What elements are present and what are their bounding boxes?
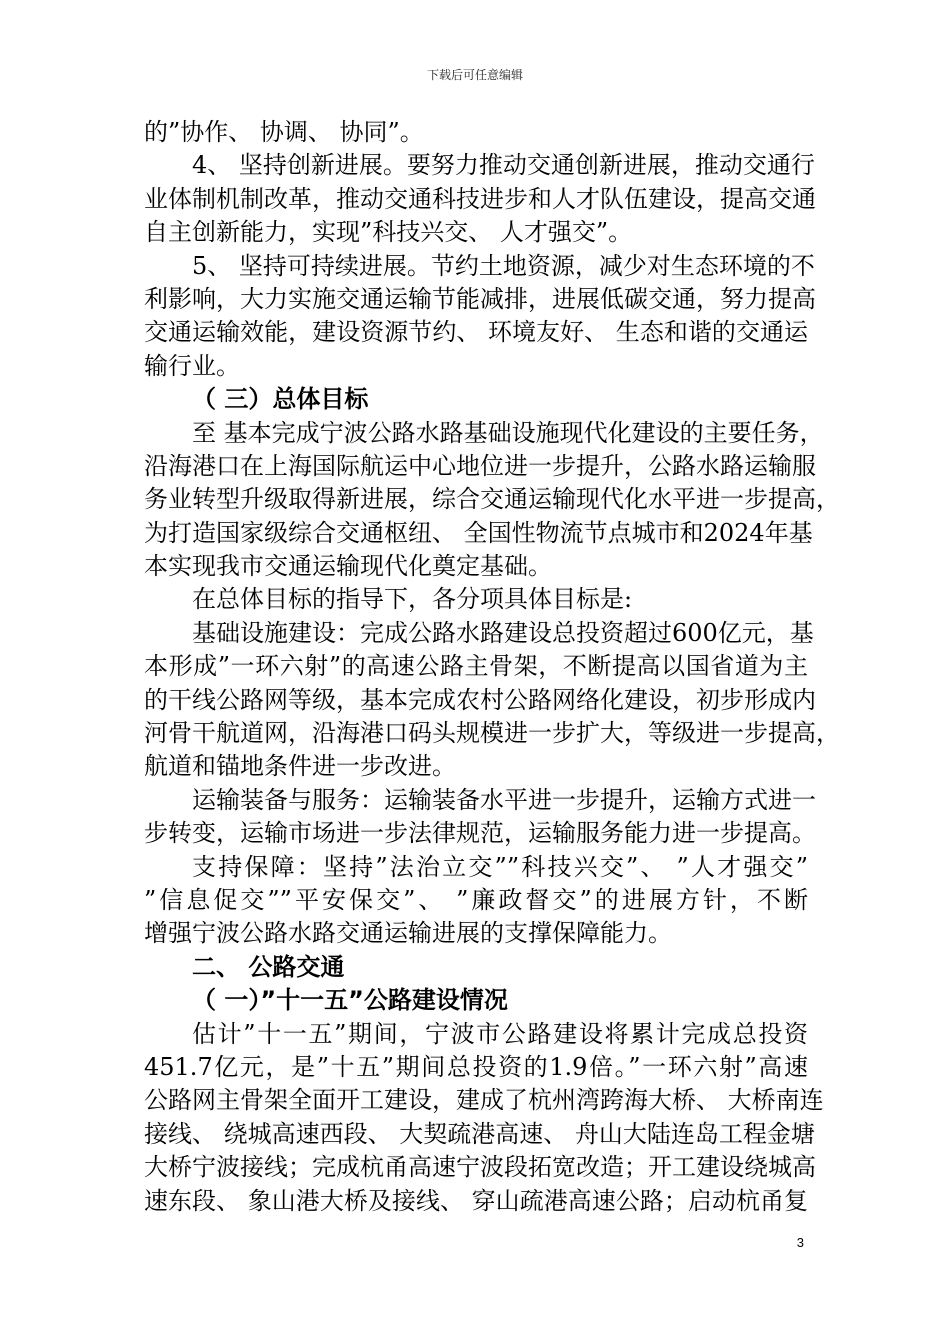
text-line: 451.7亿元，是”十五”期间总投资的1.9倍。”一环六射”高速 (144, 1052, 808, 1081)
section-heading: （ 三）总体目标 (192, 385, 369, 414)
text-line: 为打造国家级综合交通枢纽、 全国性物流节点城市和2024年基 (144, 518, 813, 547)
text-line: 在总体目标的指导下，各分项具体目标是: (192, 585, 633, 614)
text-line: ”信息促交””平安保交”、 ”廉政督交”的进展方针，不断 (144, 885, 808, 914)
text-line: 航道和锚地条件进一步改进。 (144, 752, 456, 781)
document-body (144, 116, 840, 1218)
text-line: 公路网主骨架全面开工建设，建成了杭州湾跨海大桥、 大桥南连 (144, 1086, 824, 1115)
text-line: 4、 坚持创新进展。要努力推动交通创新进展，推动交通行 (192, 151, 815, 180)
text-line: 的干线公路网等级，基本完成农村公路网络化建设，初步形成内 (144, 685, 816, 714)
text-line: 运输装备与服务：运输装备水平进一步提升，运输方式进一 (192, 785, 816, 814)
text-line: 利影响，大力实施交通运输节能减排，进展低碳交通，努力提高 (144, 284, 816, 313)
text-line: 本实现我市交通运输现代化奠定基础。 (144, 552, 552, 581)
text-line: 业体制机制改革，推动交通科技进步和人才队伍建设，提高交通 (144, 184, 816, 213)
text-line: 基础设施建设：完成公路水路建设总投资超过600亿元，基 (192, 618, 814, 647)
text-line: 输行业。 (144, 351, 240, 380)
text-line: 沿海港口在上海国际航运中心地位进一步提升，公路水路运输服 (144, 451, 816, 480)
text-line: 5、 坚持可持续进展。节约土地资源，减少对生态环境的不 (192, 251, 815, 280)
text-line: 速东段、 象山港大桥及接线、 穿山疏港高速公路；启动杭甬复 (144, 1186, 808, 1215)
text-line: 务业转型升级取得新进展，综合交通运输现代化水平进一步提高， (144, 485, 840, 514)
text-line: 大桥宁波接线；完成杭甬高速宁波段拓宽改造；开工建设绕城高 (144, 1153, 816, 1182)
text-line: 河骨干航道网，沿海港口码头规模进一步扩大，等级进一步提高， (144, 719, 840, 748)
text-line: 至 基本完成宁波公路水路基础设施现代化建设的主要任务， (192, 418, 824, 447)
text-line: 增强宁波公路水路交通运输进展的支撑保障能力。 (144, 919, 672, 948)
text-line: 交通运输效能，建设资源节约、 环境友好、 生态和谐的交通运 (144, 318, 808, 347)
text-line: 接线、 绕城高速西段、 大契疏港高速、 舟山大陆连岛工程金塘 (144, 1119, 815, 1148)
page-header: 下载后可任意编辑 (426, 68, 523, 82)
text-line: 的”协作、 协调、 协同”。 (144, 118, 424, 146)
page-number: 3 (796, 1235, 804, 1250)
text-line: 支持保障：坚持”法治立交””科技兴交”、 ”人才强交” (192, 852, 808, 881)
section-heading: 二、 公路交通 (192, 952, 345, 981)
text-line: 自主创新能力，实现”科技兴交、 人才强交”。 (144, 218, 633, 247)
section-heading: （ 一）”十一五”公路建设情况 (192, 986, 508, 1015)
text-line: 估计”十一五”期间，宁波市公路建设将累计完成总投资 (192, 1019, 808, 1048)
text-line: 本形成”一环六射”的高速公路主骨架，不断提高以国省道为主 (144, 652, 808, 681)
text-line: 步转变，运输市场进一步法律规范，运输服务能力进一步提高。 (144, 819, 816, 848)
